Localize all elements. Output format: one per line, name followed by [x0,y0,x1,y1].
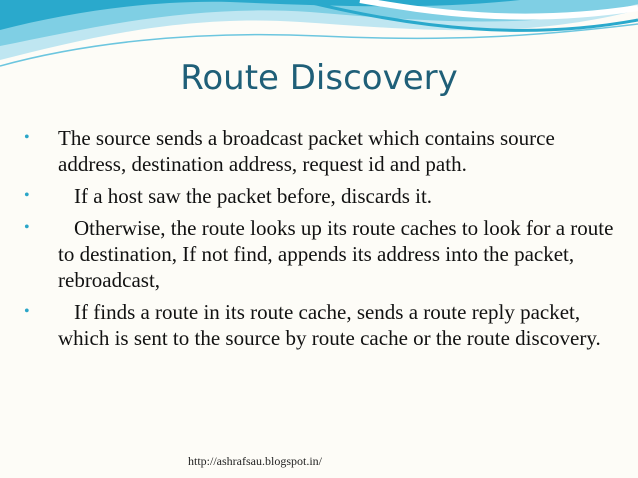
bullet-text: If a host saw the packet before, discards it. [74,184,433,208]
bullet-item [22,299,622,351]
bullet-list [22,125,622,357]
bullet-dot-icon: • [24,219,30,236]
bullet-dot-icon: • [24,187,30,204]
bullet-text: Otherwise, the route looks up its route caches to look for a route to destination, If not find, appends its address into the packet, rebroadcast, [58,216,614,292]
bullet-text: The source sends a broadcast packet which contains source address, destination address, request id and path. [58,126,555,176]
bullet-item [22,183,622,209]
bullet-dot-icon: • [24,303,30,320]
footer-url-link[interactable]: http://ashrafsau.blogspot.in/ [188,454,322,468]
slide-title: Route Discovery [180,58,458,98]
bullet-item [22,215,622,293]
bullet-dot-icon: • [24,129,30,146]
bullet-text: If finds a route in its route cache, sends a route reply packet, which is sent to the source by route cache or the route discovery. [58,300,601,350]
bullet-item [22,125,622,177]
